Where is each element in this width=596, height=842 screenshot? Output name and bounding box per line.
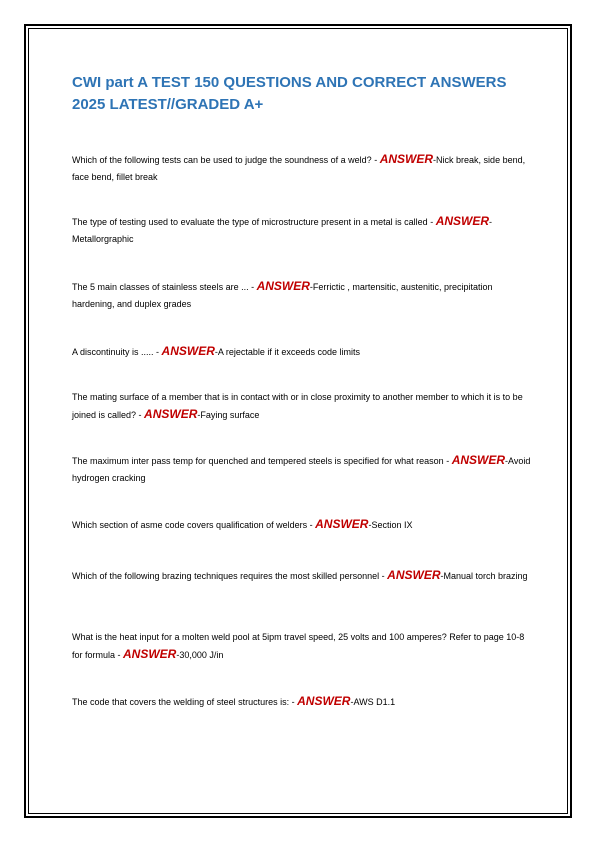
- qa-item-2: The type of testing used to evaluate the type of microstructure present in a metal is called - ANSWER-Metallorgraphic: [72, 214, 493, 244]
- answer-label: ANSWER: [161, 344, 215, 358]
- answer-separator: -: [153, 347, 162, 357]
- answer-text: Metallorgraphic: [72, 234, 134, 244]
- question-text: The maximum inter pass temp for quenched and tempered steels is specified for what reason: [72, 456, 444, 466]
- qa-item-7: Which section of asme code covers qualification of welders - ANSWER-Section IX: [72, 517, 413, 531]
- answer-separator: -: [289, 697, 298, 707]
- answer-text: Ferrictic , martensitic, austenitic, precipitation hardening, and duplex grades: [72, 282, 493, 309]
- answer-label: ANSWER: [123, 647, 177, 661]
- answer-text: 30,000 J/in: [179, 650, 224, 660]
- answer-label: ANSWER: [297, 694, 351, 708]
- answer-separator: -: [443, 456, 452, 466]
- question-text: Which of the following tests can be used to judge the soundness of a weld?: [72, 155, 372, 165]
- answer-label: ANSWER: [451, 453, 506, 467]
- answer-separator: -: [248, 282, 257, 292]
- question-text: A discontinuity is .....: [72, 347, 154, 357]
- answer-separator: -: [136, 410, 145, 420]
- answer-text: Nick break, side bend, face bend, fillet break: [72, 155, 526, 182]
- question-text: Which of the following brazing techniques requires the most skilled personnel: [72, 571, 380, 581]
- qa-item-3: The 5 main classes of stainless steels are ... - ANSWER-Ferrictic , martensitic, austenitic, precipitation hardening, and duplex grades: [72, 279, 493, 309]
- qa-item-1: Which of the following tests can be used to judge the soundness of a weld? - ANSWER-Nick break, side bend, face bend, fillet break: [72, 152, 526, 182]
- answer-text: AWS D1.1: [353, 697, 396, 707]
- answer-label: ANSWER: [144, 407, 198, 421]
- question-text: Which section of asme code covers qualification of welders: [72, 520, 308, 530]
- document-title: CWI part A TEST 150 QUESTIONS AND CORRECT ANSWERS 2025 LATEST//GRADED A+: [72, 74, 507, 113]
- answer-text: Faying surface: [200, 410, 260, 420]
- answer-text: A rejectable if it exceeds code limits: [217, 347, 360, 357]
- answer-label: ANSWER: [256, 279, 310, 293]
- qa-item-8: Which of the following brazing techniques requires the most skilled personnel - ANSWER-Manual torch brazing: [72, 568, 528, 582]
- question-text: The 5 main classes of stainless steels are ...: [72, 282, 249, 292]
- qa-item-9: What is the heat input for a molten weld pool at 5ipm travel speed, 25 volts and 100 amperes? Refer to page 10-8 for formula - ANSWER-30,000 J/in: [72, 632, 525, 661]
- question-text: The type of testing used to evaluate the type of microstructure present in a metal is called: [72, 217, 428, 227]
- answer-separator: -: [115, 650, 124, 660]
- answer-separator: -: [371, 155, 380, 165]
- answer-text: Avoid hydrogen cracking: [72, 456, 531, 483]
- answer-label: ANSWER: [387, 568, 441, 582]
- answer-text: Manual torch brazing: [443, 571, 528, 581]
- answer-separator: -: [379, 571, 388, 581]
- qa-item-6: The maximum inter pass temp for quenched and tempered steels is specified for what reason - ANSWER-Avoid hydrogen cracking: [72, 453, 531, 483]
- answer-separator: -: [427, 217, 436, 227]
- answer-separator: -: [307, 520, 316, 530]
- qa-item-5: The mating surface of a member that is in contact with or in close proximity to another member to which it is to be joined is called? - ANSWER-Faying surface: [72, 392, 523, 421]
- answer-text: Section IX: [371, 520, 413, 530]
- qa-item-10: The code that covers the welding of steel structures is: - ANSWER-AWS D1.1: [72, 694, 396, 708]
- answer-label: ANSWER: [435, 214, 490, 228]
- question-text: What is the heat input for a molten weld pool at 5ipm travel speed, 25 volts and 100 amperes? Refer to page 10-8 for formula: [72, 632, 525, 660]
- answer-label: ANSWER: [379, 152, 434, 166]
- qa-item-4: A discontinuity is ..... - ANSWER-A rejectable if it exceeds code limits: [72, 344, 360, 358]
- question-text: The code that covers the welding of steel structures is:: [72, 697, 290, 707]
- answer-label: ANSWER: [315, 517, 369, 531]
- question-text: The mating surface of a member that is in contact with or in close proximity to another member to which it is to be joined is called?: [72, 392, 523, 420]
